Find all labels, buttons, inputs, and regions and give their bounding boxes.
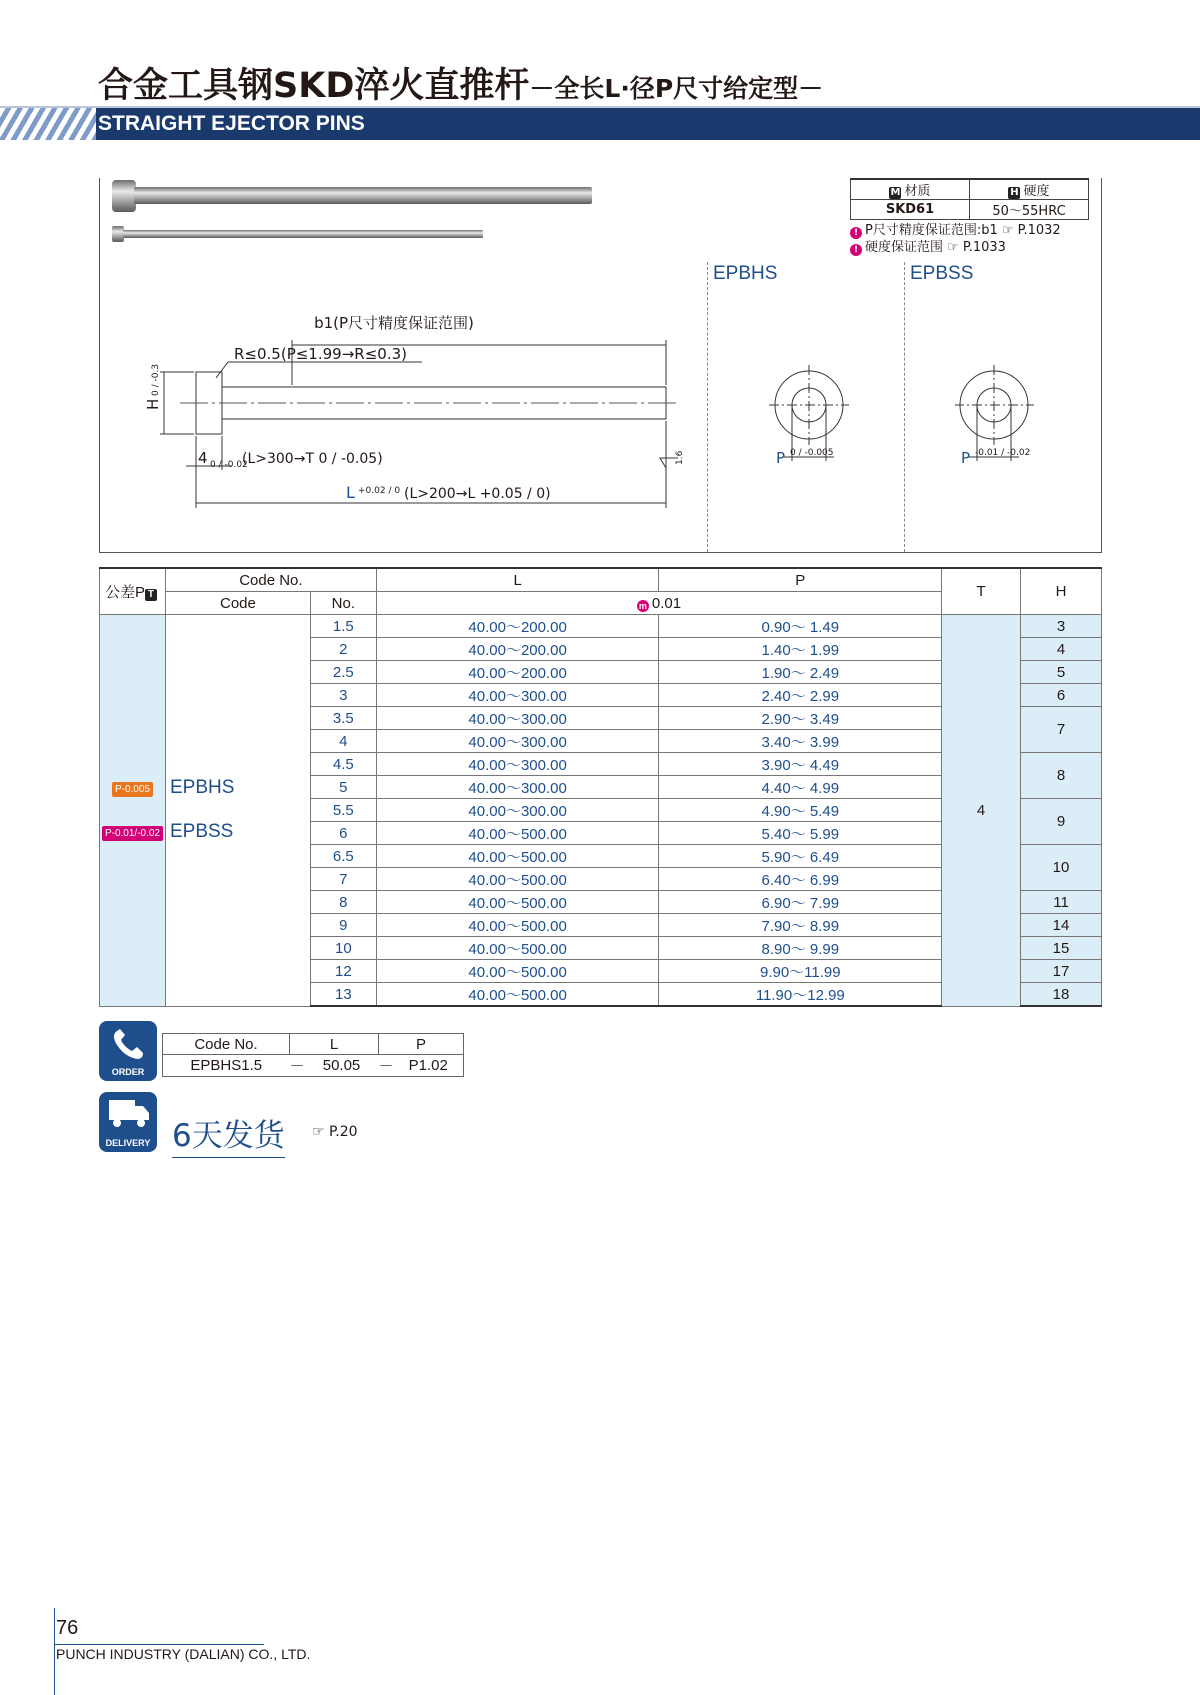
- cell-no: 5: [310, 776, 376, 799]
- order-example-table: [162, 1033, 464, 1077]
- cell-L: 40.00～300.00: [376, 753, 659, 776]
- l-condition: (L>200→L +0.05 / 0): [404, 486, 551, 502]
- cell-L: 40.00～200.00: [376, 638, 659, 661]
- cell-H: 7: [1021, 707, 1102, 753]
- end-view-epbss: [955, 365, 1065, 475]
- cell-L: 40.00～500.00: [376, 868, 659, 891]
- cell-H: 15: [1021, 937, 1102, 960]
- cell-H: 4: [1021, 638, 1102, 661]
- product-photo: [108, 178, 598, 248]
- cell-no: 6: [310, 822, 376, 845]
- code-epbss: EPBSS: [169, 821, 234, 843]
- header-band-text: STRAIGHT EJECTOR PINS: [98, 112, 365, 135]
- header-band-hatch: [0, 108, 96, 140]
- cell-L: 40.00～300.00: [376, 799, 659, 822]
- p-label-epbss: P: [961, 449, 971, 467]
- h-label: H: [144, 398, 162, 410]
- material-value: SKD61: [851, 200, 970, 220]
- cell-no: 4: [310, 730, 376, 753]
- tolerance-badge-epbss: P-0.01/-0.02: [102, 826, 163, 841]
- order-header-P: P: [379, 1034, 464, 1055]
- cell-L: 40.00～300.00: [376, 730, 659, 753]
- cell-H: 11: [1021, 891, 1102, 914]
- order-header-code: Code No.: [163, 1034, 290, 1055]
- cell-P: 1.90～ 2.49: [659, 661, 942, 684]
- order-icon: ORDER: [99, 1021, 157, 1081]
- t-label: 4: [198, 449, 208, 467]
- radius-label: R≤0.5(P≤1.99→R≤0.3): [234, 345, 407, 363]
- cell-P: 2.40～ 2.99: [659, 684, 942, 707]
- hardness-icon: H: [1010, 187, 1019, 198]
- cell-H: 17: [1021, 960, 1102, 983]
- header-no: No.: [310, 592, 376, 615]
- type-label-epbss: EPBSS: [910, 263, 974, 284]
- delivery-ref: ☞ P.20: [312, 1124, 358, 1140]
- cell-no: 9: [310, 914, 376, 937]
- material-header: M 材质: [851, 179, 970, 200]
- cell-L: 40.00～500.00: [376, 891, 659, 914]
- cell-P: 8.90～ 9.99: [659, 937, 942, 960]
- cell-H: 9: [1021, 799, 1102, 845]
- code-cell: [165, 615, 310, 1007]
- delivery-icon: DELIVERY: [99, 1092, 157, 1152]
- cell-P: 9.90～11.99: [659, 960, 942, 983]
- order-dash: －: [290, 1055, 305, 1077]
- cell-L: 40.00～500.00: [376, 937, 659, 960]
- order-P: P1.02: [394, 1055, 464, 1077]
- divider-dashed: [904, 262, 905, 552]
- tolerance-cell: [100, 615, 166, 1007]
- header-H: H: [1021, 568, 1102, 615]
- code-epbhs: EPBHS: [169, 777, 235, 799]
- type-label-epbhs: EPBHS: [713, 263, 778, 284]
- cell-no: 4.5: [310, 753, 376, 776]
- cell-H: 5: [1021, 661, 1102, 684]
- header-unit: m 0.01: [376, 592, 941, 615]
- end-view-epbhs: [760, 365, 870, 475]
- cell-no: 12: [310, 960, 376, 983]
- cell-L: 40.00～300.00: [376, 684, 659, 707]
- order-header-L: L: [290, 1034, 379, 1055]
- order-dash: －: [379, 1055, 394, 1077]
- cell-H: 14: [1021, 914, 1102, 937]
- unit-icon: m: [638, 600, 647, 611]
- p-tolerance-epbhs: 0 / -0.005: [790, 448, 834, 458]
- company-name: PUNCH INDUSTRY (DALIAN) CO., LTD.: [56, 1646, 311, 1662]
- cell-P: 6.90～ 7.99: [659, 891, 942, 914]
- cell-P: 3.90～ 4.49: [659, 753, 942, 776]
- note-precision: P尺寸精度保证范围:b1 ☞ P.1032: [865, 223, 1061, 238]
- header-tolerance: 公差P T: [100, 568, 166, 615]
- cell-P: 4.40～ 4.99: [659, 776, 942, 799]
- cell-no: 6.5: [310, 845, 376, 868]
- alert-icon: !: [850, 227, 862, 239]
- cell-P: 2.90～ 3.49: [659, 707, 942, 730]
- cell-H: 3: [1021, 615, 1102, 638]
- cell-P: 5.90～ 6.49: [659, 845, 942, 868]
- cell-L: 40.00～300.00: [376, 707, 659, 730]
- cell-no: 8: [310, 891, 376, 914]
- cell-no: 3: [310, 684, 376, 707]
- t-condition: (L>300→T 0 / -0.05): [242, 451, 383, 467]
- footer-rule: [54, 1608, 55, 1695]
- cell-L: 40.00～300.00: [376, 776, 659, 799]
- note-hardness: 硬度保证范围 ☞ P.1033: [865, 240, 1006, 255]
- pin-drawing: [130, 310, 700, 510]
- cell-H: 18: [1021, 983, 1102, 1007]
- h-tolerance: 0 / -0.3: [151, 363, 161, 396]
- tolerance-icon: T: [145, 589, 157, 601]
- cell-L: 40.00～500.00: [376, 914, 659, 937]
- spec-table: [850, 178, 1089, 220]
- alert-icon: !: [850, 244, 862, 256]
- cell-P: 7.90～ 8.99: [659, 914, 942, 937]
- hardness-header: H 硬度: [970, 179, 1089, 200]
- header-L: L: [376, 568, 659, 592]
- page-number: 76: [56, 1617, 79, 1639]
- spec-notes: [850, 222, 1061, 256]
- header-code: Code: [165, 592, 310, 615]
- cell-P: 3.40～ 3.99: [659, 730, 942, 753]
- cell-P: 5.40～ 5.99: [659, 822, 942, 845]
- delivery-days: 6天发货: [172, 1110, 285, 1158]
- cell-H: 6: [1021, 684, 1102, 707]
- l-tolerance: +0.02 / 0: [358, 486, 401, 496]
- cell-no: 13: [310, 983, 376, 1007]
- cell-P: 4.90～ 5.49: [659, 799, 942, 822]
- cell-no: 1.5: [310, 615, 376, 638]
- header-code-no: Code No.: [165, 568, 376, 592]
- cell-no: 2: [310, 638, 376, 661]
- spec-main-table: [99, 567, 1102, 1007]
- divider-dashed: [707, 262, 708, 552]
- cell-no: 2.5: [310, 661, 376, 684]
- cell-L: 40.00～500.00: [376, 845, 659, 868]
- b1-label: b1(P尺寸精度保证范围): [314, 314, 474, 332]
- p-tolerance-epbss: -0.01 / -0.02: [975, 448, 1031, 458]
- page-title: [98, 58, 823, 108]
- cell-no: 5.5: [310, 799, 376, 822]
- table-row: [100, 615, 1102, 638]
- cell-P: 1.40～ 1.99: [659, 638, 942, 661]
- p-label-epbhs: P: [776, 449, 786, 467]
- cell-P: 0.90～ 1.49: [659, 615, 942, 638]
- l-label: L: [346, 483, 355, 502]
- roughness-value: 1.6: [675, 450, 685, 465]
- cell-no: 7: [310, 868, 376, 891]
- table-body: [100, 615, 1102, 1007]
- order-code: EPBHS1.5: [163, 1055, 290, 1077]
- material-icon: M: [890, 187, 901, 198]
- tolerance-badge-epbhs: P-0.005: [112, 782, 153, 797]
- title-sub: －全长L·径P尺寸给定型－: [529, 74, 824, 103]
- cell-L: 40.00～200.00: [376, 615, 659, 638]
- cell-P: 11.90～12.99: [659, 983, 942, 1007]
- cell-P: 6.40～ 6.99: [659, 868, 942, 891]
- hardness-value: 50～55HRC: [970, 200, 1089, 220]
- cell-T: 4: [942, 615, 1021, 1007]
- t-tolerance: 0 / -0.02: [210, 460, 248, 470]
- footer-rule: [54, 1644, 264, 1645]
- cell-no: 3.5: [310, 707, 376, 730]
- cell-no: 10: [310, 937, 376, 960]
- order-L: 50.05: [305, 1055, 379, 1077]
- cell-L: 40.00～200.00: [376, 661, 659, 684]
- header-T: T: [942, 568, 1021, 615]
- title-main: 合金工具钢SKD淬火直推杆: [98, 66, 530, 106]
- header-P: P: [659, 568, 942, 592]
- cell-L: 40.00～500.00: [376, 960, 659, 983]
- cell-L: 40.00～500.00: [376, 822, 659, 845]
- cell-L: 40.00～500.00: [376, 983, 659, 1007]
- cell-H: 10: [1021, 845, 1102, 891]
- cell-H: 8: [1021, 753, 1102, 799]
